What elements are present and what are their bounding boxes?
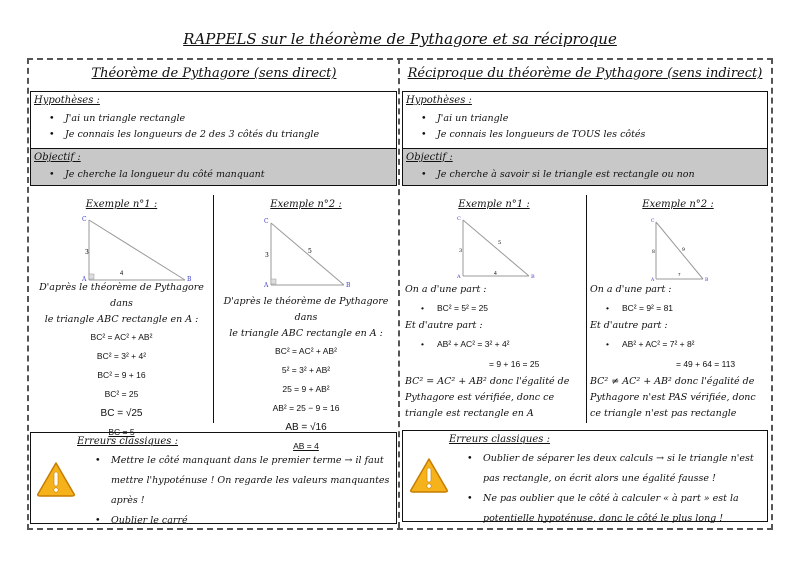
triangle-figure [588,210,768,283]
errors-label: Erreurs classiques : [449,434,550,445]
vertex-b: B [531,274,535,280]
left-example-1 [30,199,213,442]
triangle-figure [214,210,398,289]
right-example-2 [588,199,768,422]
conclusion: BC² ≠ AC² + AB² donc l'égalité de Pythagore n'est PAS vérifiée, donc ce triangle n'est pas rectangle [590,376,756,419]
objectif-item: • Je cherche à savoir si le triangle est rectangle ou non [403,167,767,183]
vertex-c: C [457,216,461,222]
intro-line: le triangle ABC rectangle en A : [229,328,383,339]
part1-label: On a d'une part : [590,284,672,295]
part2-equation-continued: = 9 + 16 = 25 [489,359,540,369]
intro-line: D'après le théorème de Pythagore dans [223,296,389,323]
part2-label: Et d'autre part : [590,320,668,331]
step: AB² = 25 − 9 = 16 [272,403,340,413]
hypothesis-item: • J'ai un triangle rectangle [31,111,396,127]
part2-label: Et d'autre part : [405,320,483,331]
step: BC² = AC² + AB² [90,332,153,342]
left-hypotheses-box [30,91,397,149]
step: BC² = 3² + 4² [96,351,147,361]
page-title: RAPPELS sur le théorème de Pythagore et sa réciproque [183,30,617,48]
error-item: • Mettre le côté manquant dans le premier terme → il faut mettre l'hypoténuse ! On regarde les valeurs manquantes après ! [77,451,390,511]
vertex-c: C [264,218,269,225]
vertex-b: B [346,282,351,289]
step: BC² = 25 [104,389,139,399]
example-heading: Exemple n°2 : [270,199,342,210]
side-ac-label: 8 [652,250,655,255]
step: BC² = 9 + 16 [97,370,146,380]
left-objectif-box [30,148,397,186]
side-bc-label: 9 [682,248,685,253]
step: BC = √25 [100,408,143,419]
result: AB = 4 [293,441,319,451]
right-examples-divider [586,195,587,423]
errors-label: Erreurs classiques : [77,436,178,447]
right-example-1 [403,199,585,422]
column-divider [398,58,400,528]
part1-label: On a d'une part : [405,284,487,295]
side-ab-label: 7 [678,272,681,277]
error-item: • Ne pas oublier que le côté à calculer « à part » est la potentielle hypoténuse, donc le côté le plus long ! [449,489,761,529]
objectif-item: • Je cherche la longueur du côté manquant [31,167,396,183]
vertex-a: A [457,274,461,280]
vertex-a: A [651,278,655,283]
vertex-a: A [264,282,269,289]
example-heading: Exemple n°1 : [85,199,158,210]
step: 5² = 3² + AB² [281,365,331,375]
hypothesis-item: • Je connais les longueurs de 2 des 3 côtés du triangle [31,127,396,143]
vertex-a: A [82,276,87,283]
example-heading: Exemple n°2 : [642,199,714,210]
part2-equation: • AB² + AC² = 7² + 8² [588,334,768,354]
part1-equation: • BC² = 9² = 81 [588,298,768,318]
hypothesis-item: • Je connais les longueurs de TOUS les côtés [403,127,767,143]
intro-line: D'après le théorème de Pythagore dans [39,282,204,309]
side-bc-label: 5 [308,248,312,255]
left-example-2 [214,199,398,456]
intro-line: le triangle ABC rectangle en A : [44,314,199,325]
left-heading: Théorème de Pythagore (sens direct) [91,66,337,81]
part1-equation: • BC² = 5² = 25 [403,298,585,318]
hypotheses-label: Hypothèses : [406,95,472,106]
triangle-figure [403,210,585,280]
error-item: • Oublier de séparer les deux calculs → si le triangle n'est pas rectangle, on écrit alors une égalité fausse ! [449,449,761,489]
vertex-c: C [651,219,655,224]
left-errors-box [30,432,397,524]
step: AB = √16 [285,422,327,433]
right-hypotheses-box [402,91,768,149]
side-ab-label: 4 [120,271,124,277]
side-ac-label: 3 [459,248,463,254]
side-bc-label: 5 [498,240,502,246]
objectif-label: Objectif : [406,152,453,163]
warning-triangle-icon [36,461,76,497]
objectif-label: Objectif : [34,152,81,163]
vertex-b: B [187,276,192,283]
side-ac-label: 3 [265,252,269,259]
warning-triangle-icon [409,457,449,493]
triangle-figure [30,210,213,283]
step: BC² = AC² + AB² [275,346,337,356]
right-errors-box [402,430,768,522]
part2-equation: • AB² + AC² = 3² + 4² [403,334,585,354]
vertex-c: C [82,216,87,223]
example-heading: Exemple n°1 : [458,199,530,210]
hypothesis-item: • J'ai un triangle [403,111,767,127]
side-ac-label: 3 [85,249,89,256]
right-heading: Réciproque du théorème de Pythagore (sens indirect) [407,66,763,81]
right-objectif-box [402,148,768,186]
result: BC = 5 [108,427,135,437]
error-item: • Oublier le carré [77,511,390,531]
side-ab-label: 4 [494,271,497,277]
part2-equation-continued: = 49 + 64 = 113 [676,359,736,369]
hypotheses-label: Hypothèses : [34,95,100,106]
step: 25 = 9 + AB² [282,384,330,394]
vertex-b: B [705,278,709,283]
conclusion: BC² = AC² + AB² donc l'égalité de Pythagore est vérifiée, donc ce triangle est rectangle en A [405,376,570,419]
